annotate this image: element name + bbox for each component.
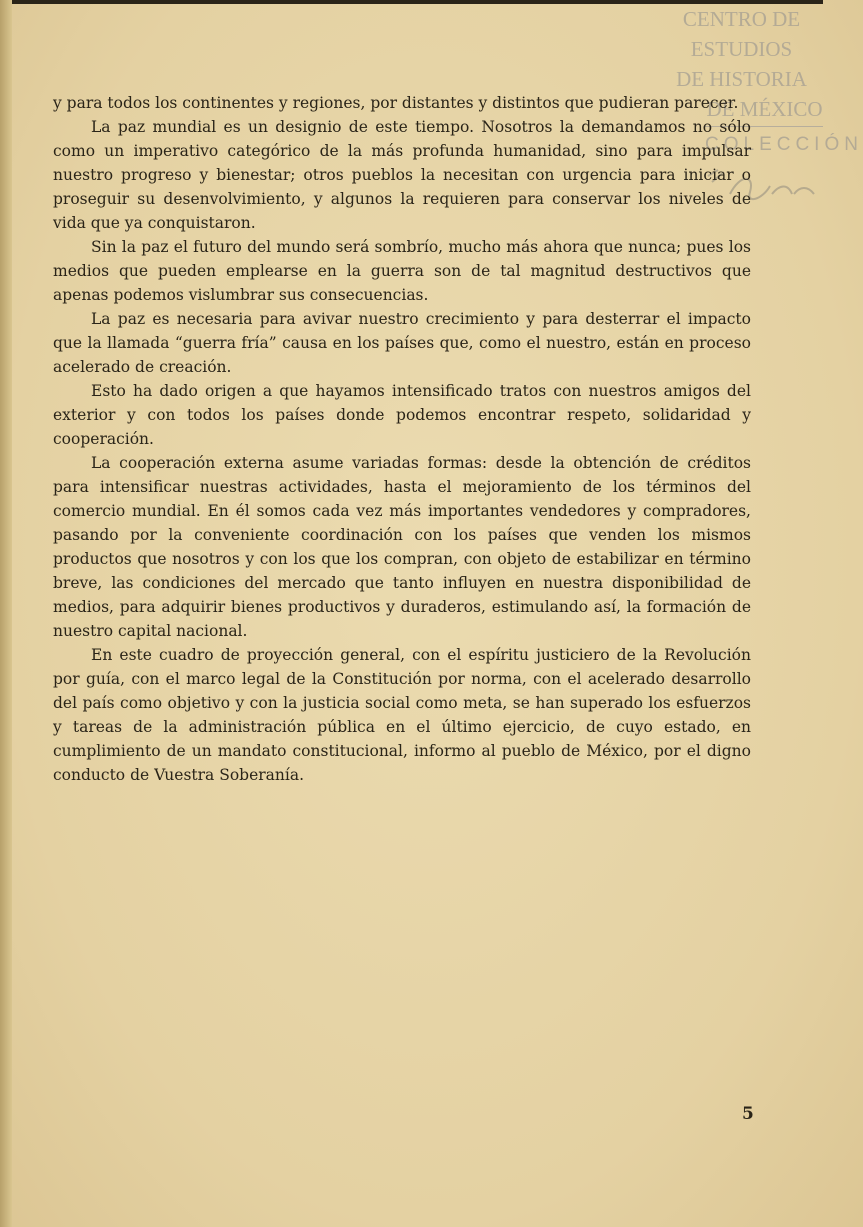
- paragraph: La paz es necesaria para avivar nuestro crecimiento y para desterrar el impacto que la llamada “guerra fría” causa en los países que, como el nuestro, están en proceso acelerado de creación.: [53, 310, 751, 376]
- paragraph: La paz mundial es un designio de este tiempo. Nosotros la demandamos no sólo como un imperativo categórico de la más profunda humanidad, sino para impulsar nuestro progreso y bienestar; otros pueblos la necesitan con urgencia para iniciar o proseguir su desenvolvimiento, y algunos la requieren para conservar los niveles de vida que ya conquistaron.: [53, 118, 751, 232]
- paragraph: La cooperación externa asume variadas formas: desde la obtención de créditos para intensificar nuestras actividades, hasta el mejoramiento de los términos del comercio mundial. En él somos cada vez más importantes vendedores y compradores, pasando por la conveniente coordinación con los países que venden los mismos productos que nosotros y con los que los compran, con objeto de estabilizar en término breve, las condiciones del mercado que tanto influyen en nuestra disponibilidad de medios, para adquirir bienes productivos y duraderos, estimulando así, la formación de nuestro capital nacional.: [53, 454, 751, 640]
- page-number: 5: [742, 1104, 754, 1124]
- watermark-line: ESTUDIOS: [690, 37, 793, 61]
- watermark-line: CENTRO DE: [682, 7, 801, 31]
- paragraph: En este cuadro de proyección general, con el espíritu justiciero de la Revolución por guía, con el marco legal de la Constitución por norma, con el acelerado desarrollo del país como objetivo y con la justicia social como meta, se han superado los esfuerzos y tareas de la administración pública en el último ejercicio, de cuyo estado, en cumplimiento de un mandato constitucional, informo al pueblo de México, por el digno conducto de Vuestra Soberanía.: [53, 646, 751, 784]
- body-text: [53, 91, 751, 787]
- paragraph: y para todos los continentes y regiones, por distantes y distintos que pudieran parecer.: [53, 94, 739, 112]
- paragraph: Sin la paz el futuro del mundo será sombrío, mucho más ahora que nunca; pues los medios que pueden emplearse en la guerra son de tal magnitud destructivos que apenas podemos vislumbrar sus consecuencias.: [53, 238, 751, 304]
- watermark-line: DE MÉXICO: [706, 97, 823, 121]
- watermark-collection: COLECCIÓN: [705, 134, 863, 155]
- watermark-line: DE HISTORIA: [676, 67, 807, 91]
- page-edge-shadow: [0, 0, 12, 1227]
- paragraph: Esto ha dado origen a que hayamos intensificado tratos con nuestros amigos del exterior y con todos los países donde podemos encontrar respeto, solidaridad y cooperación.: [53, 382, 751, 448]
